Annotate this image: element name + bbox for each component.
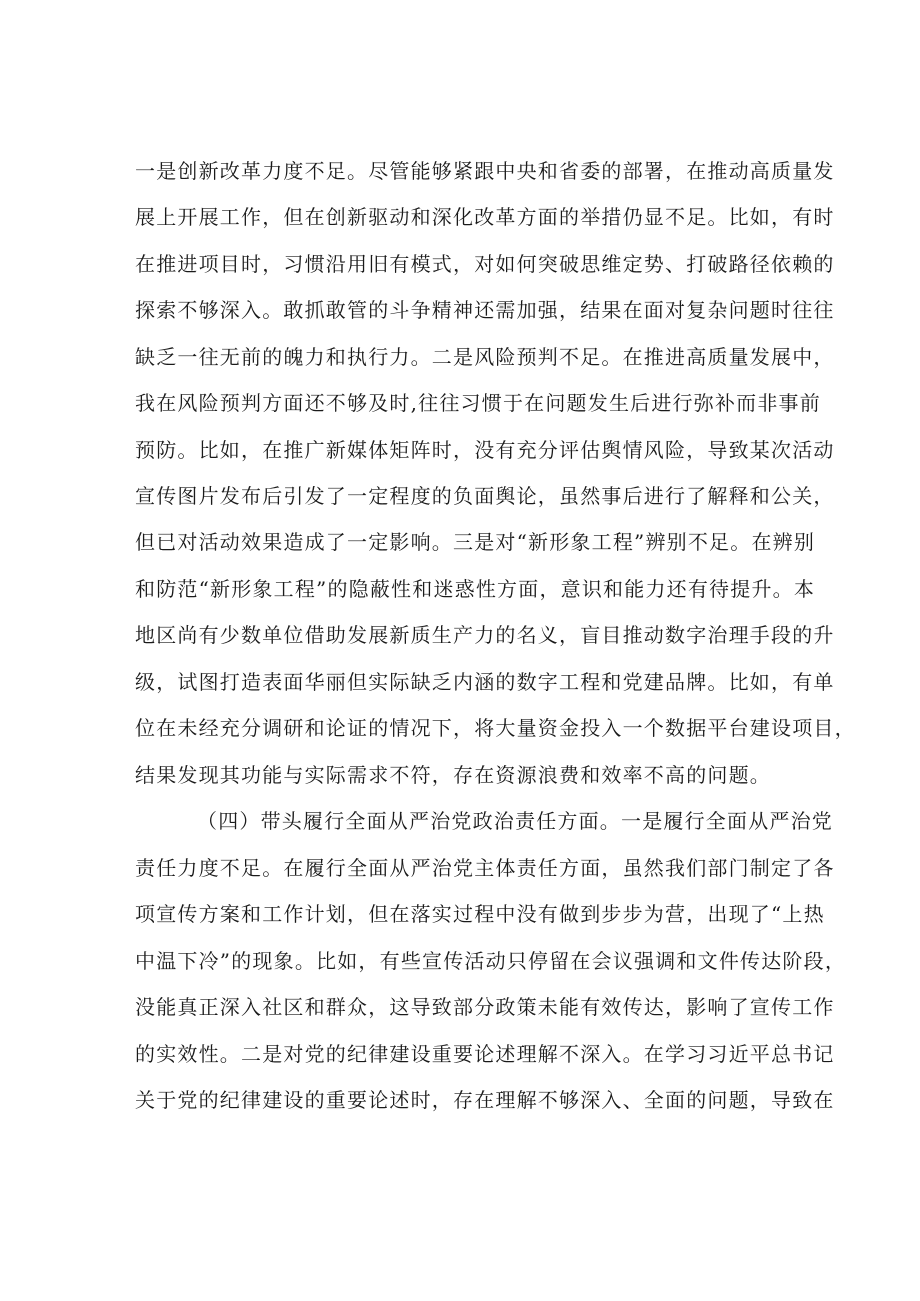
paragraph-2-line-6: 的实效性。二是对党的纪律建设重要论述理解不深入。在学习习近平总书记 (135, 1042, 835, 1066)
paragraph-1-line-12: 级，试图打造表面华丽但实际缺乏内涵的数字工程和党建品牌。比如，有单 (135, 670, 835, 694)
paragraph-2-line-5: 没能真正深入社区和群众，这导致部分政策未能有效传达，影响了宣传工作 (135, 995, 835, 1019)
paragraph-2-line-1: （四）带头履行全面从严治党政治责任方面。一是履行全面从严治党 (197, 809, 833, 833)
paragraph-1-line-11: 地区尚有少数单位借助发展新质生产力的名义，盲目推动数字治理手段的升 (135, 623, 835, 647)
paragraph-2-line-4: 中温下冷”的现象。比如，有些宣传活动只停留在会议强调和文件传达阶段， (135, 949, 847, 973)
paragraph-1-line-1: 一是创新改革力度不足。尽管能够紧跟中央和省委的部署，在推动高质量发 (135, 159, 835, 183)
paragraph-1-line-4: 探索不够深入。敢抓敢管的斗争精神还需加强，结果在面对复杂问题时往往 (135, 298, 835, 322)
paragraph-1-line-14: 结果发现其功能与实际需求不符，存在资源浪费和效率不高的问题。 (135, 763, 771, 787)
paragraph-1-line-5: 缺乏一往无前的魄力和执行力。二是风险预判不足。在推进高质量发展中， (135, 345, 835, 369)
paragraph-1-line-6: 我在风险预判方面还不够及时,往往习惯于在问题发生后进行弥补而非事前 (135, 391, 821, 415)
paragraph-2-line-2: 责任力度不足。在履行全面从严治党主体责任方面，虽然我们部门制定了各 (135, 856, 835, 880)
paragraph-1-line-3: 在推进项目时，习惯沿用旧有模式，对如何突破思维定势、打破路径依赖的 (135, 252, 835, 276)
paragraph-1-line-9: 但已对活动效果造成了一定影响。三是对“新形象工程”辨别不足。在辨别 (135, 530, 816, 554)
paragraph-1-line-10: 和防范“新形象工程”的隐蔽性和迷惑性方面，意识和能力还有待提升。本 (135, 577, 816, 601)
paragraph-1-line-7: 预防。比如，在推广新媒体矩阵时，没有充分评估舆情风险，导致某次活动 (135, 438, 835, 462)
paragraph-1-line-2: 展上开展工作，但在创新驱动和深化改革方面的举措仍显不足。比如，有时 (135, 205, 835, 229)
paragraph-1-line-13: 位在未经充分调研和论证的情况下，将大量资金投入一个数据平台建设项目， (135, 716, 856, 740)
paragraph-2-line-3: 项宣传方案和工作计划，但在落实过程中没有做到步步为营，出现了“上热 (135, 902, 825, 926)
paragraph-2-line-7: 关于党的纪律建设的重要论述时，存在理解不够深入、全面的问题，导致在 (135, 1088, 835, 1112)
paragraph-1-line-8: 宣传图片发布后引发了一定程度的负面舆论，虽然事后进行了解释和公关， (135, 484, 835, 508)
